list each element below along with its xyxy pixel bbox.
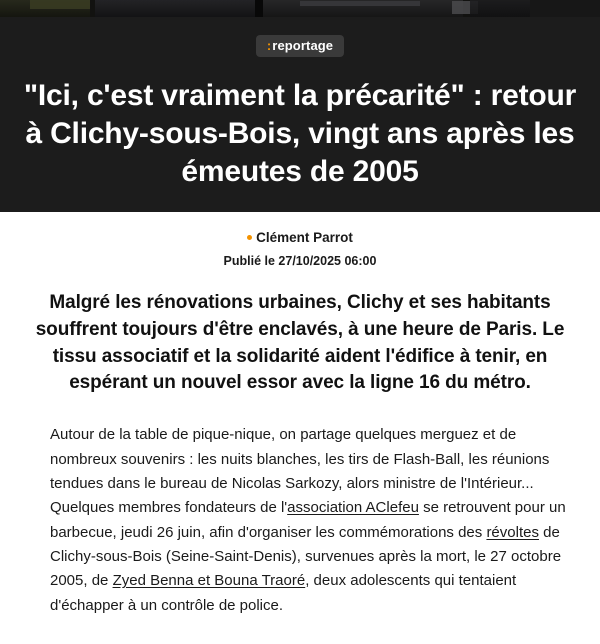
hero-decoration: [300, 1, 420, 6]
publish-date: Publié le 27/10/2025 06:00: [223, 253, 377, 268]
page-title: "Ici, c'est vraiment la précarité" : retour à Clichy-sous-Bois, vingt ans après les émeutes de 2005: [23, 79, 577, 188]
link-association-aclefeu[interactable]: association AClefeu: [287, 499, 419, 517]
paragraph-text: se retrouvent pour un barbecue, jeudi 26 juin, afin d'organiser les commémorations des: [50, 499, 566, 541]
hero-decoration: [470, 0, 530, 17]
link-zyed-benna-bouna-traore[interactable]: Zyed Benna et Bouna Traoré: [112, 572, 306, 590]
paragraph-text: , deux adolescents qui tentaient d'échapper à un contrôle de police.: [50, 572, 517, 614]
hero-image-strip: [0, 0, 600, 17]
hero-decoration: [30, 0, 90, 9]
article-header: [0, 17, 600, 212]
hero-decoration: [255, 0, 263, 17]
paragraph-text: Autour de la table de pique-nique, on partage quelques merguez et de nombreux souvenirs : les nuits blanches, les tirs de Flash-Ball, les réunions tendues dans le bureau de Nicolas Sarkozy, alors ministre de l'Intérieur... Quelques membres fondateurs de l': [50, 426, 550, 517]
article-paragraph: [50, 423, 568, 617]
hero-decoration: [530, 0, 600, 17]
badge-colon-icon: :: [266, 38, 272, 53]
hero-decoration: [95, 0, 255, 17]
link-revoltes[interactable]: révoltes: [486, 523, 539, 541]
bullet-icon: [247, 235, 252, 240]
paragraph-text: de Clichy-sous-Bois (Seine-Saint-Denis), survenues après la mort, le 27 octobre 2005, de: [50, 523, 562, 590]
badge-label: reportage: [272, 38, 334, 53]
article-lead: Malgré les rénovations urbaines, Clichy et ses habitants souffrent toujours d'être enclavés, à une heure de Paris. Le tissu associatif et la solidarité aident l'édifice à tenir, en espérant un nouvel essor avec la ligne 16 du métro.: [35, 291, 565, 394]
article-body: [0, 212, 600, 617]
author-name[interactable]: Clément Parrot: [256, 230, 353, 246]
category-badge-reportage[interactable]: [256, 35, 344, 57]
byline: [0, 230, 600, 246]
badge-row: [20, 35, 580, 57]
